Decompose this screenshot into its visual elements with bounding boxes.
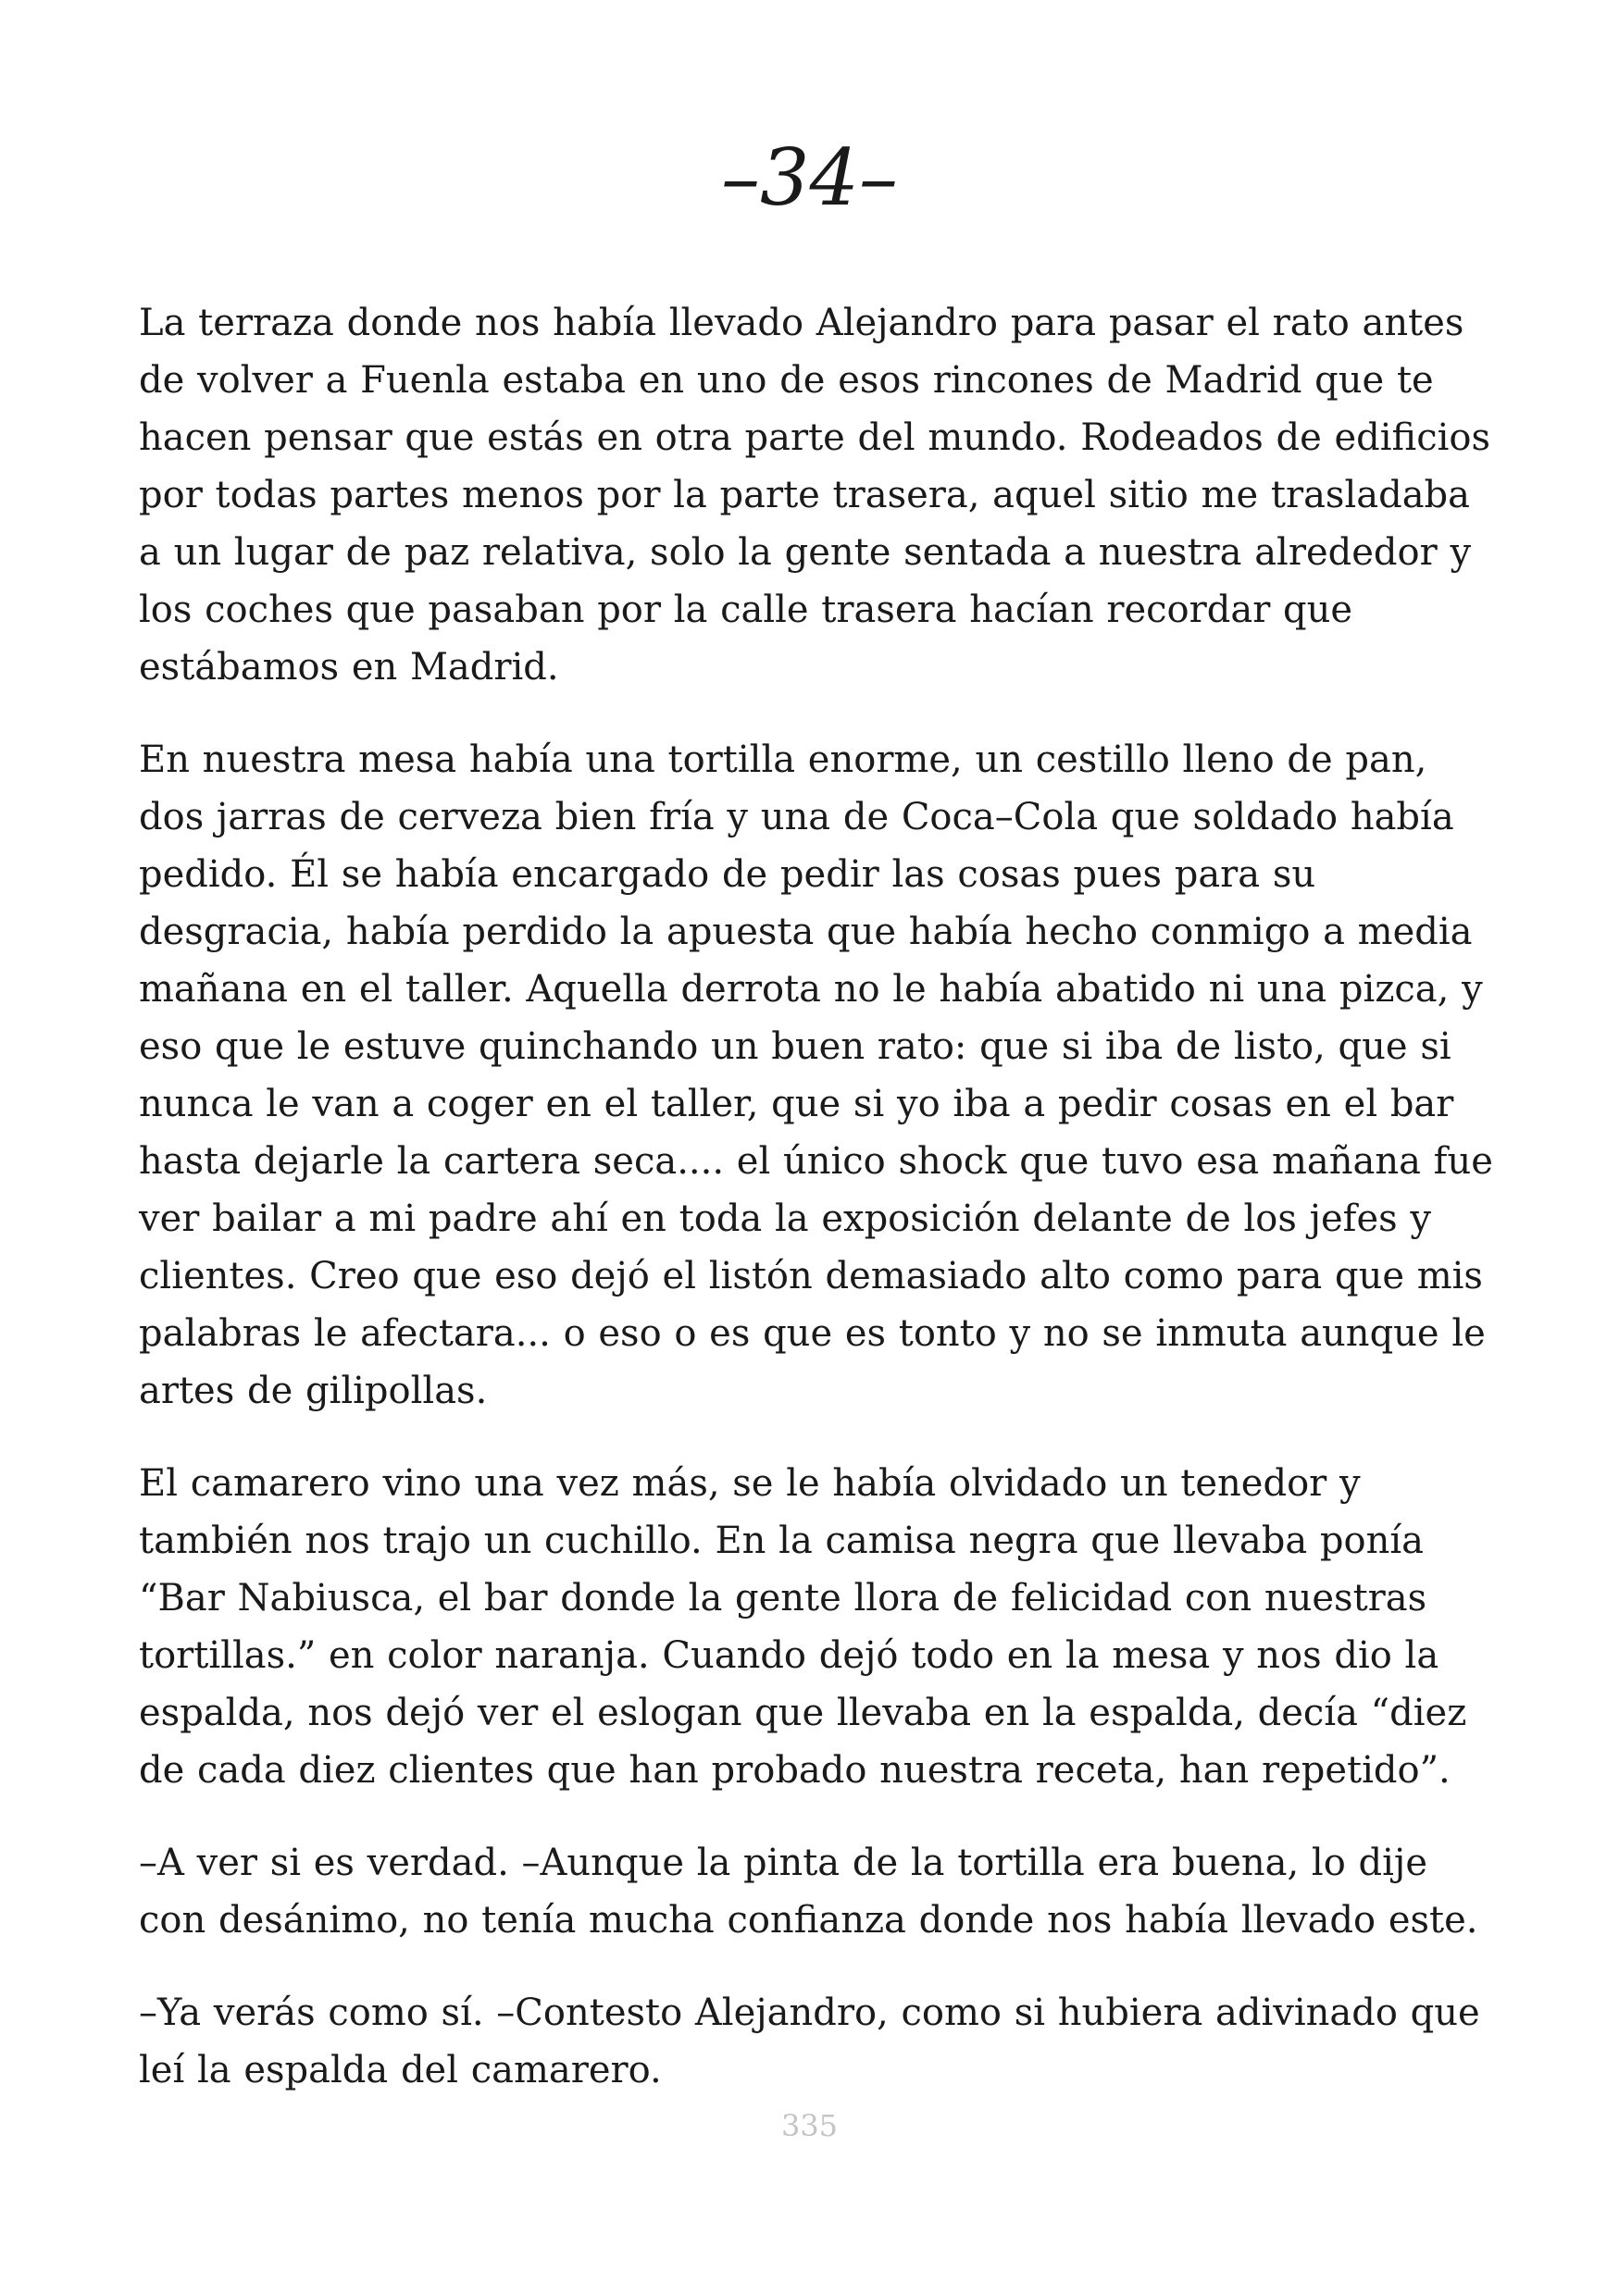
paragraph: –Ya verás como sí. –Contesto Alejandro, como si hubiera adivinado que leí la espalda del camarero.: [139, 1992, 1480, 2091]
paragraph: En nuestra mesa había una tortilla enorme, un cestillo lleno de pan, dos jarras de cerveza bien fría y una de Coca–Cola que soldado había pedido. Él se había encargado de pedir las cosas pues para su desgracia, había perdido la apuesta que había hecho conmigo a media mañana en el taller. Aquella derrota no le había abatido ni una pizca, y eso que le estuve quinchando un buen rato: que si iba de listo, que si nunca le van a coger en el taller, que si yo iba a pedir cosas en el bar hasta dejarle la cartera seca.... el único shock que tuvo esa mañana fue ver bailar a mi padre ahí en toda la exposición delante de los jefes y clientes. Creo que eso dejó el listón demasiado alto como para que mis palabras le afectara... o eso o es que es tonto y no se inmuta aunque le artes de gilipollas.: [139, 738, 1493, 1412]
body-text: [139, 294, 1500, 2134]
paragraph: El camarero vino una vez más, se le había olvidado un tenedor y también nos trajo un cuchillo. En la camisa negra que llevaba ponía “Bar Nabiusca, el bar donde la gente llora de felicidad con nuestras tortillas.” en color naranja. Cuando dejó todo en la mesa y nos dio la espalda, nos dejó ver el eslogan que llevaba en la espalda, decía “diez de cada diez clientes que han probado nuestra receta, han repetido”.: [139, 1462, 1467, 1792]
chapter-title: –34–: [721, 132, 898, 223]
paragraph: –A ver si es verdad. –Aunque la pinta de la tortilla era buena, lo dije con desánimo, no tenía mucha confianza donde nos había llevado este.: [139, 1842, 1478, 1942]
page-number: 335: [780, 2108, 839, 2143]
paragraph: La terraza donde nos había llevado Alejandro para pasar el rato antes de volver a Fuenla estaba en uno de esos rincones de Madrid que te hacen pensar que estás en otra parte del mundo. Rodeados de edificios por todas partes menos por la parte trasera, aquel sitio me trasladaba a un lugar de paz relativa, solo la gente sentada a nuestra alrededor y los coches que pasaban por la calle trasera hacían recordar que estábamos en Madrid.: [139, 302, 1491, 689]
